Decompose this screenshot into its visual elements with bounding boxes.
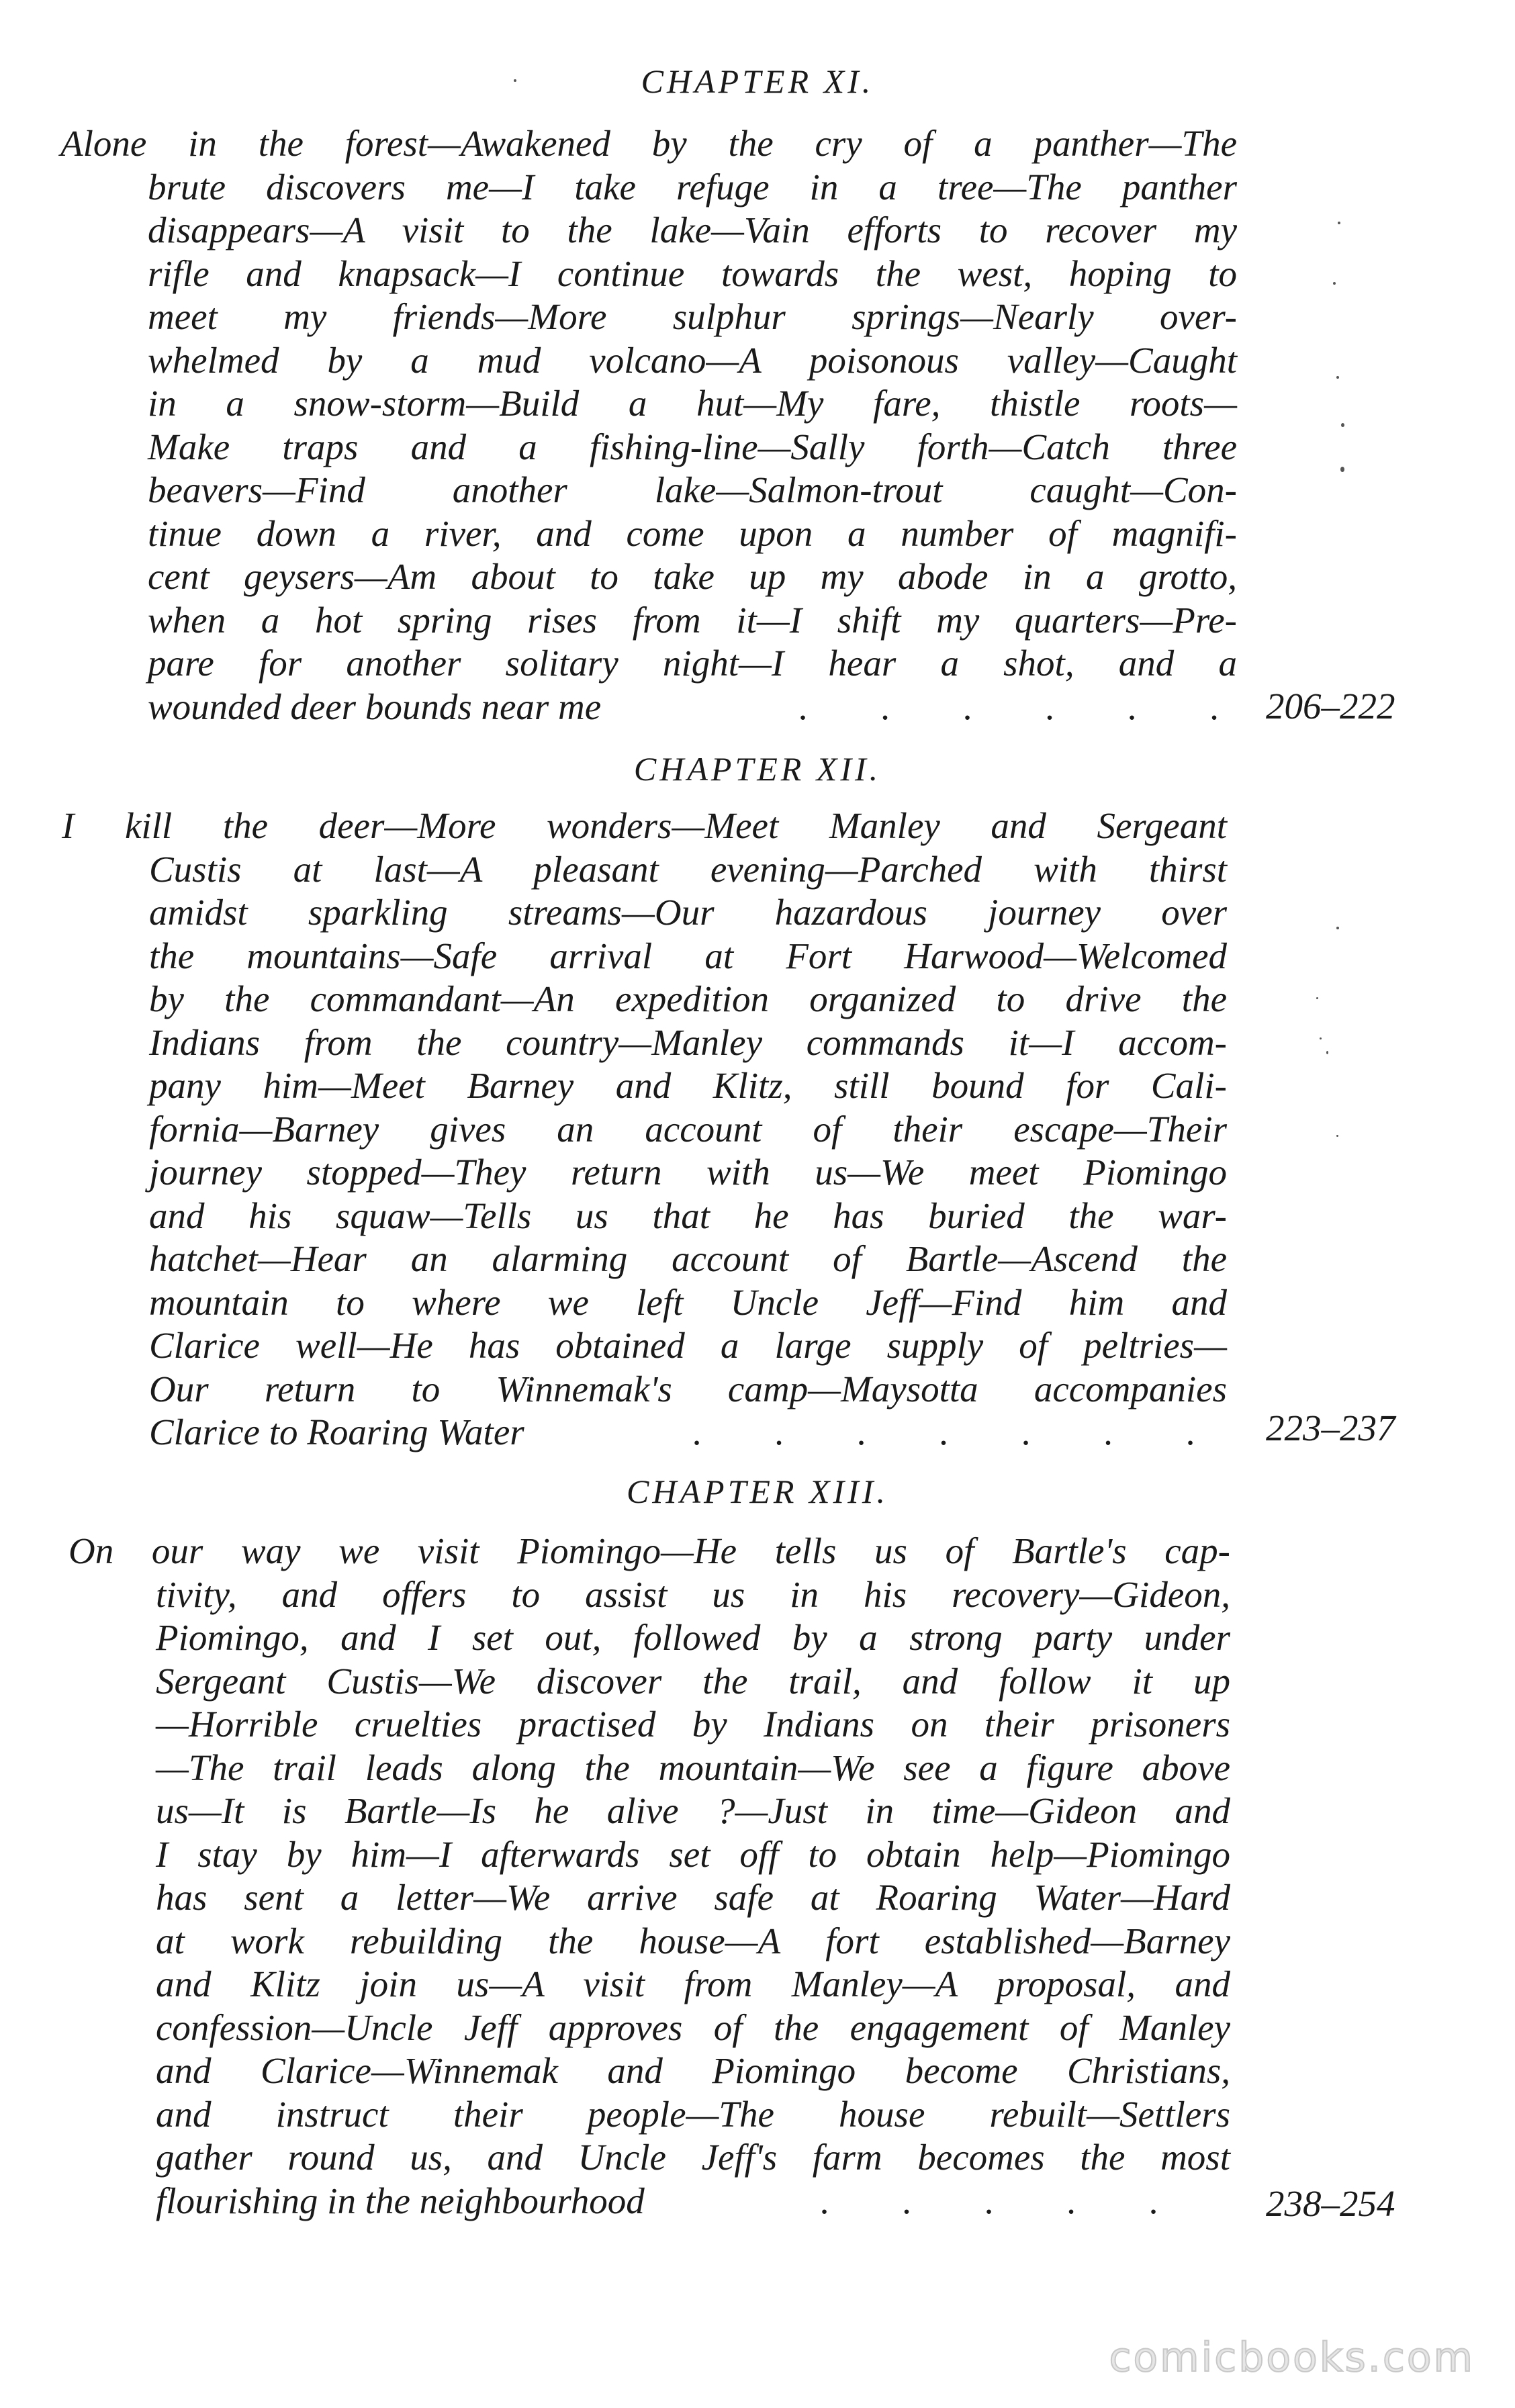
- synopsis-line: beavers—Find another lake—Salmon-trout caught—Con-: [148, 469, 1237, 510]
- chapter-heading-xiii: CHAPTER XIII.: [627, 1473, 888, 1510]
- scan-speck: [1338, 222, 1340, 224]
- synopsis-line: Make traps and a fishing-line—Sally forth—Catch three: [148, 426, 1237, 467]
- scan-speck: [1336, 927, 1339, 929]
- synopsis-line: rifle and knapsack—I continue towards the west, hoping to: [148, 252, 1237, 294]
- chapter-heading-xii: CHAPTER XII.: [633, 750, 882, 788]
- synopsis-line: Custis at last—A pleasant evening—Parched with thirst: [149, 848, 1227, 890]
- synopsis-line: tivity, and offers to assist us in his recovery—Gideon,: [156, 1573, 1230, 1615]
- synopsis-line: journey stopped—They return with us—We meet Piomingo: [149, 1152, 1227, 1193]
- watermark: comicbooks.com: [1109, 2334, 1475, 2381]
- synopsis-line-text: wounded deer bounds near me: [148, 686, 602, 727]
- scan-speck: [1316, 997, 1318, 999]
- synopsis-line: meet my friends—More sulphur springs—Nearly over-: [148, 296, 1237, 337]
- scan-speck: [1340, 467, 1344, 472]
- synopsis-line: —Horrible cruelties practised by Indians on their prisoners: [156, 1704, 1230, 1745]
- synopsis-line-text: flourishing in the neighbourhood: [156, 2180, 645, 2221]
- synopsis-line: Alone in the forest—Awakened by the cry of a panther—The: [60, 123, 1237, 164]
- synopsis-line: whelmed by a mud volcano—A poisonous valley—Caught: [148, 339, 1237, 381]
- synopsis-last-line: [149, 1411, 1227, 1454]
- synopsis-line: brute discovers me—I take refuge in a tree—The panther: [148, 166, 1237, 207]
- synopsis-line: in a snow-storm—Build a hut—My fare, thistle roots—: [148, 383, 1237, 424]
- synopsis-line: Sergeant Custis—We discover the trail, and follow it up: [156, 1660, 1230, 1702]
- synopsis-line: disappears—A visit to the lake—Vain efforts to recover my: [148, 210, 1237, 250]
- synopsis-last-line: [156, 2180, 1230, 2223]
- scan-speck: [1326, 1051, 1328, 1054]
- synopsis-line: fornia—Barney gives an account of their escape—Their: [149, 1108, 1227, 1150]
- dot-leader: . . . . . .: [799, 686, 1220, 727]
- dot-leader: . . . . .: [821, 2180, 1159, 2221]
- page-range-xii: 223–237: [1266, 1407, 1395, 1448]
- synopsis-line: when a hot spring rises from it—I shift my quarters—Pre-: [148, 599, 1237, 641]
- scan-speck: [1341, 423, 1344, 427]
- synopsis-line: Piomingo, and I set out, followed by a strong party under: [156, 1617, 1230, 1658]
- synopsis-line: and his squaw—Tells us that he has buried the war-: [149, 1195, 1227, 1236]
- synopsis-line: and instruct their people—The house rebuilt—Settlers: [156, 2093, 1230, 2135]
- synopsis-line: I kill the deer—More wonders—Meet Manley and Sergeant: [62, 805, 1227, 846]
- dot-leader: . . . . . . .: [693, 1411, 1196, 1452]
- chapter-heading-xi: CHAPTER XI.: [641, 62, 874, 100]
- scan-speck: [1320, 1037, 1322, 1039]
- scan-speck: [514, 79, 516, 82]
- synopsis-line: and Clarice—Winnemak and Piomingo become Christians,: [156, 2050, 1230, 2091]
- synopsis-line: Indians from the country—Manley commands it—I accom-: [149, 1021, 1227, 1063]
- synopsis-line: cent geysers—Am about to take up my abode in a grotto,: [148, 556, 1237, 597]
- synopsis-line: On our way we visit Piomingo—He tells us of Bartle's cap-: [68, 1530, 1230, 1571]
- synopsis-line: at work rebuilding the house—A fort established—Barney: [156, 1920, 1230, 1961]
- synopsis-line: I stay by him—I afterwards set off to obtain help—Piomingo: [156, 1833, 1230, 1875]
- synopsis-line: Our return to Winnemak's camp—Maysotta accompanies: [149, 1368, 1227, 1409]
- synopsis-line: Clarice well—He has obtained a large supply of peltries—: [149, 1325, 1227, 1366]
- synopsis-line: amidst sparkling streams—Our hazardous journey over: [149, 892, 1227, 933]
- scan-speck: [1333, 282, 1336, 285]
- synopsis-line: confession—Uncle Jeff approves of the engagement of Manley: [156, 2006, 1230, 2048]
- chapter-synopsis-xi: [60, 122, 1237, 729]
- synopsis-line: pare for another solitary night—I hear a shot, and a: [148, 643, 1237, 684]
- synopsis-line: mountain to where we left Uncle Jeff—Find him and: [149, 1281, 1227, 1323]
- chapter-synopsis-xiii: [68, 1530, 1230, 2223]
- synopsis-line: us—It is Bartle—Is he alive ?—Just in time—Gideon and: [156, 1790, 1230, 1831]
- scan-speck: [1336, 376, 1339, 379]
- synopsis-last-line: [148, 686, 1237, 729]
- scan-speck: [1336, 1135, 1338, 1137]
- synopsis-line: pany him—Meet Barney and Klitz, still bound for Cali-: [149, 1065, 1227, 1106]
- page-range-xiii: 238–254: [1266, 2183, 1395, 2224]
- chapter-synopsis-xii: [62, 804, 1227, 1454]
- synopsis-line: —The trail leads along the mountain—We see a figure above: [156, 1747, 1230, 1788]
- synopsis-line: by the commandant—An expedition organized to drive the: [149, 978, 1227, 1019]
- synopsis-line: gather round us, and Uncle Jeff's farm becomes the most: [156, 2137, 1230, 2178]
- synopsis-line: tinue down a river, and come upon a number of magnifi-: [148, 512, 1237, 554]
- synopsis-line: and Klitz join us—A visit from Manley—A proposal, and: [156, 1963, 1230, 2004]
- synopsis-line: the mountains—Safe arrival at Fort Harwood—Welcomed: [149, 935, 1227, 976]
- page-range-xi: 206–222: [1266, 686, 1395, 727]
- synopsis-line: hatchet—Hear an alarming account of Bartle—Ascend the: [149, 1238, 1227, 1279]
- synopsis-line-text: Clarice to Roaring Water: [149, 1411, 524, 1452]
- synopsis-line: has sent a letter—We arrive safe at Roaring Water—Hard: [156, 1877, 1230, 1918]
